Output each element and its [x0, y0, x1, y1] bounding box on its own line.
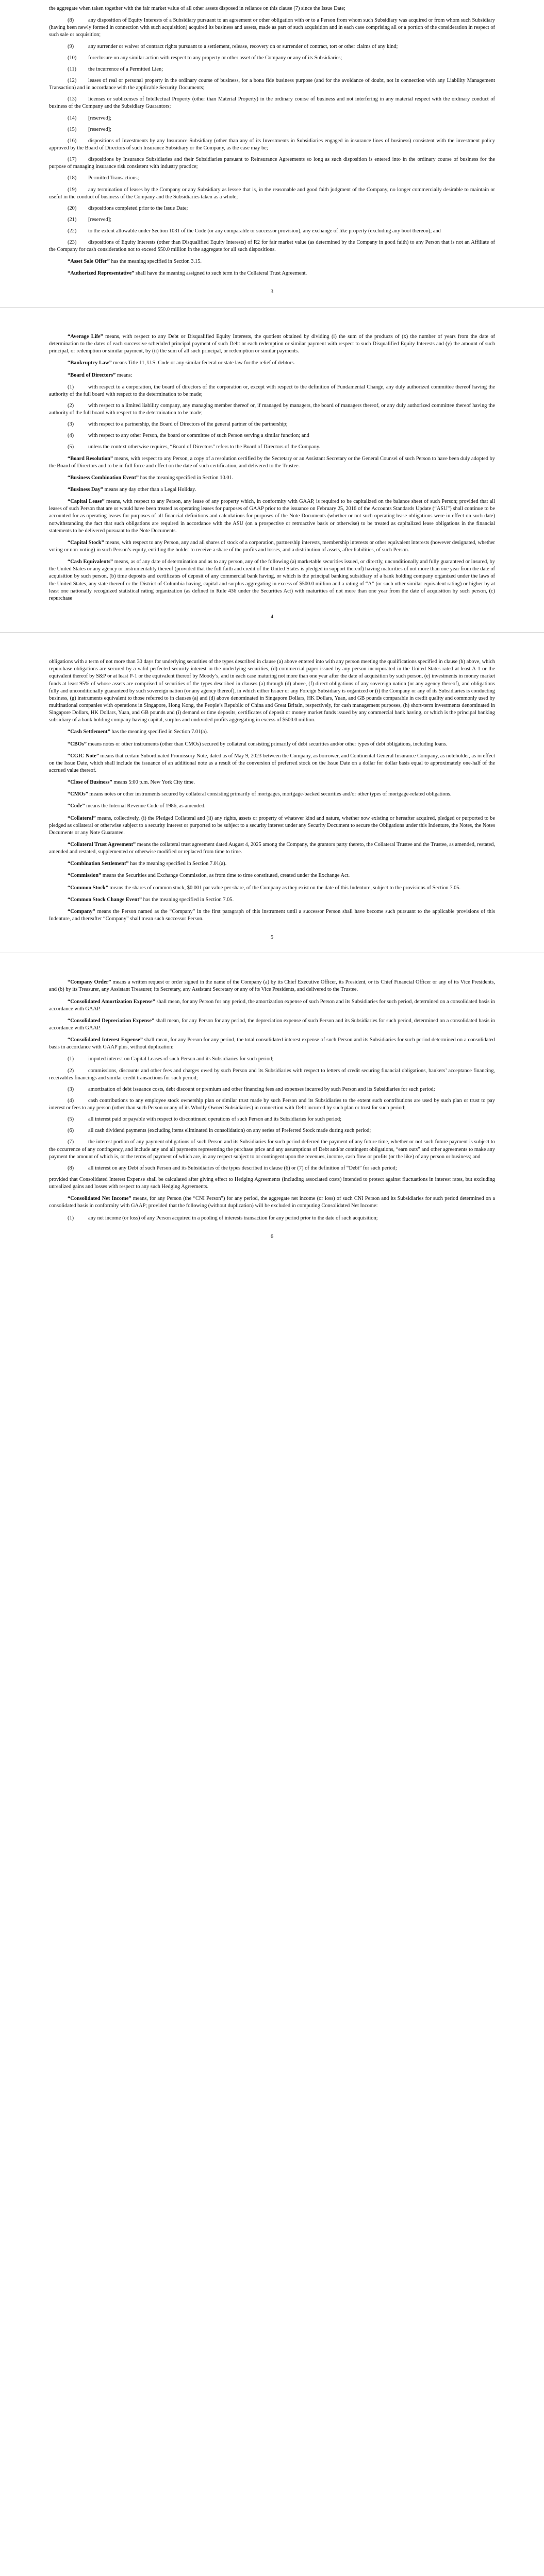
page-number: 3	[270, 289, 274, 295]
page-5	[49, 658, 495, 953]
definition-board-of-directors: “Board of Directors” means:	[68, 372, 133, 378]
list-item: (23) dispositions of Equity Interests (other than Disqualified Equity Interests) of R2 for fair market value (as determined by the Company in good faith) to any Person that is not an Affiliate of the Company for cash consideration not to exceed $50.0 million in the aggregate for all such dispositions.	[49, 240, 495, 253]
list-item: (2) with respect to a limited liability company, any managing member thereof or, if managed by managers, the board of managers thereof, or any duly authorized committee thereof having the authority of the full board with respect to the determination to be made;	[49, 402, 495, 416]
list-item: (3) with respect to a partnership, the Board of Directors of the general partner of the partnership;	[68, 421, 288, 428]
paragraph: obligations with a term of not more than 30 days for underlying securities of the types described in clause (a) above entered into with any person meeting the qualifications specified in clause (b) above, which repurchase obligations are secured by a valid perfected security interest in the underlying securities, (d) commercial paper issued by any person incorporated in the United States rated at least A-1 or the equivalent thereof by S&P or at least P-1 or the equivalent thereof by Moody’s, and in each case maturing not more than one year after the date of acquisition by such person, (e) investments in money market funds at least 95% of whose assets are comprised of securities of the types described in clauses (a) through (d) above, (f) direct obligations of any sovereign nation (or any agency thereof), and obligations fully and unconditionally guaranteed by such sovereign nation (or any agency thereof), in which either Issuer or any Foreign Subsidiary is organized or (i) the Company or any of its Subsidiaries is conducting business, (g) instruments equivalent to those referred to in clauses (a) and (d) above denominated in Singapore Dollars, HK Dollars, Yuan, and GB pounds comparable in credit quality and commonly used by multinational companies with operations in Singapore, Hong Kong, the People’s Republic of China and Great Britain, respectively, for cash management purposes, (h) short-term investments denominated in Singapore Dollars, HK Dollars, Yuan, and GB pounds and (i) demand or time deposits, certificates of deposit or money market funds issued by any commercial bank having, or which is the principal banking subsidiary of a bank holding company having capital, surplus and undivided profits aggregating in excess of $500.0 million.	[49, 659, 495, 723]
list-item: (4) with respect to any other Person, the board or committee of such Person serving a similar function; and	[68, 433, 309, 439]
definition-capital-lease: “Capital Lease” means, with respect to any Person, any lease of any property which, in conformity with GAAP, is required to be capitalized on the balance sheet of such Person; provided that all leases of such Person that are or would have been treated as operating leases for purposes of GAAP prior to the issuance on February 25, 2016 of the Accounts Standards Update (“ASU”) shall continue to be accounted for as operating leases for purposes of all financial definitions and calculations for purposes of the Note Documents (whether or not such operating lease obligations were in effect on such date) notwithstanding the fact that such obligations are required in accordance with the ASU (on a prospective or retroactive basis or otherwise) to be treated as capitalized lease obligations in the financial statements to be delivered pursuant to the Note Documents.	[49, 499, 495, 534]
list-item: (22) to the extent allowable under Section 1031 of the Code (or any comparable or successor provision), any exchange of like property (excluding any boot thereon); and	[68, 228, 441, 234]
list-item: (3) amortization of debt issuance costs, debt discount or premium and other financing fees and expenses incurred by such Person and its Subsidiaries for such period;	[68, 1086, 435, 1092]
document	[0, 0, 544, 1241]
definition-commission: “Commission” means the Securities and Exchange Commission, as from time to time constituted, created under the Exchange Act.	[68, 873, 350, 879]
definition-cash-settlement: “Cash Settlement” has the meaning specified in Section 7.01(a).	[68, 729, 208, 735]
list-item: (20) dispositions completed prior to the Issue Date;	[68, 205, 188, 211]
page-6	[49, 979, 495, 1241]
definition-combination-settlement: “Combination Settlement” has the meaning specified in Section 7.01(a).	[68, 861, 227, 867]
definition-average-life: “Average Life” means, with respect to any Debt or Disqualified Equity Interests, the quotient obtained by dividing (i) the sum of the products of (x) the number of years from the date of determination to the dates of each successive scheduled principal payment of such Debt or each redemption or similar payment with respect to such Disqualified Equity Interests and (y) the amount of such principal, or redemption or similar payment, by (ii) the sum of all such principal, or redemption or similar payments.	[49, 333, 495, 354]
list-item: (1) any net income (or loss) of any Person acquired in a pooling of interests transaction for any period prior to the date of such acquisition;	[68, 1215, 378, 1221]
list-item: (1) imputed interest on Capital Leases of such Person and its Subsidiaries for such period;	[68, 1056, 274, 1062]
definition-consolidated-interest-expense: “Consolidated Interest Expense” shall mean, for any Person for any period, the total consolidated interest expense of such Person and its Subsidiaries for such period determined on a consolidated basis in accordance with GAAP plus, without duplication:	[49, 1037, 496, 1050]
definition-board-resolution: “Board Resolution” means, with respect to any Person, a copy of a resolution certified by the Secretary or an Assistant Secretary or the General Counsel of such Person to have been duly adopted by the Board of Directors and to be in full force and effect on the date of such certification, and delivered to the Trustee.	[49, 455, 495, 469]
page-number: 5	[270, 935, 274, 941]
board-list	[49, 384, 495, 451]
definition-code: “Code” means the Internal Revenue Code of 1986, as amended.	[68, 803, 206, 809]
definition-cgic-note: “CGIC Note” means that certain Subordinated Promissory Note, dated as of May 9, 2023 between the Company, as borrower, and Continental General Insurance Company, as noteholder, as in effect on the Issue Date, which shall include the issuance of an additional note as a result of the conversion of preferred stock on the Issue Date on a dollar for dollar basis equal to approximately one-half of the accrued value thereof.	[49, 753, 495, 773]
page-number: 6	[270, 1233, 274, 1240]
definition-common-stock: “Common Stock” means the shares of common stock, $0.001 par value per share, of the Company as they exist on the date of this Indenture, subject to the provisions of Section 7.05.	[68, 885, 461, 891]
list-item: (18) Permitted Transactions;	[68, 175, 139, 181]
list-item: (15) [reserved];	[68, 126, 111, 132]
definition-business-combination-event: “Business Combination Event” has the meaning specified in Section 10.01.	[68, 474, 234, 481]
list-item: (5) all interest paid or payable with respect to discontinued operations of such Person and its Subsidiaries for such period;	[68, 1116, 342, 1123]
definition-close-of-business: “Close of Business” means 5:00 p.m. New York City time.	[68, 779, 195, 786]
definition-company: “Company” means the Person named as the “Company” in the first paragraph of this instrument until a successor Person shall have become such pursuant to the applicable provisions of this Indenture, and thereafter “Company” shall mean such successor Person.	[49, 908, 495, 922]
definition-cmos: “CMOs” means notes or other instruments secured by collateral consisting primarily of mortgages, mortgage-backed securities and/or other types of mortgage-related obligations.	[68, 791, 452, 798]
list-item: (16) dispositions of Investments by any Insurance Subsidiary (other than any of its Investments in Subsidiaries engaged in insurance lines of business) consistent with the investment policy approved by the Board of Directors of such Insurance Subsidiary or the Company, as the case may be;	[49, 138, 495, 151]
paragraph: provided that Consolidated Interest Expense shall be calculated after giving effect to Hedging Agreements (including associated costs) intended to protect against fluctuations in interest rates, but excluding unrealized gains and losses with respect to any such Hedging Agreements.	[49, 1177, 495, 1190]
list-item: (4) cash contributions to any employee stock ownership plan or similar trust made by such Person and its Subsidiaries to the extent such contributions are used by such plan or trust to pay interest or fees to any person (other than such Person or any of its Wholly Owned Subsidiaries) in connection with Debt incurred by such plan or trust for such period;	[49, 1097, 495, 1111]
list-item: (19) any termination of leases by the Company or any Subsidiary as lessee that is, in the reasonable and good faith judgment of the Company, no longer commercially desirable to maintain or useful in the conduct of business of the Company and the Subsidiaries taken as a whole;	[49, 187, 495, 200]
definition-collateral: “Collateral” means, collectively, (i) the Pledged Collateral and (ii) any rights, assets or property of whatever kind and nature, whether now existing or hereafter acquired, pledged or purported to be pledged as collateral or otherwise subject to a security interest or purported to be subject to a security interest under any Security Document to secure the Obligations under this Indenture, the Notes, the Notes Documents or any Note Guarantee.	[49, 815, 495, 836]
paragraph: the aggregate when taken together with the fair market value of all other assets disposed in reliance on this clause (7) since the Issue Date;	[49, 6, 345, 11]
asset-sale-list	[49, 17, 495, 253]
definition-consolidated-depreciation-expense: “Consolidated Depreciation Expense” shall mean, for any Person for any period, the depreciation expense of such Person and its Subsidiaries for such period, determined on a consolidated basis in accordance with GAAP.	[49, 1018, 495, 1031]
list-item: (2) commissions, discounts and other fees and charges owed by such Person and its Subsidiaries with respect to letters of credit securing financial obligations, bankers’ acceptance financing, receivables financings and similar credit transactions for such period;	[49, 1067, 495, 1081]
definition-consolidated-net-income: “Consolidated Net Income” means, for any Person (the “CNI Person”) for any period, the aggregate net income (or loss) of such CNI Person and its Subsidiaries for such period determined on a consolidated basis in conformity with GAAP; provided that the following (without duplication) will be excluded in computing Consolidated Net Income:	[49, 1196, 496, 1209]
definition-cbos: “CBOs” means notes or other instruments (other than CMOs) secured by collateral consisting primarily of debt securities and/or other types of debt obligations, including loans.	[68, 741, 448, 747]
page-3	[49, 0, 495, 308]
list-item: (21) [reserved];	[68, 216, 111, 223]
definition-company-order: “Company Order” means a written request or order signed in the name of the Company (a) by its Chief Executive Officer, its President, or its Chief Financial Officer or any of its Vice Presidents, and (b) by its Treasurer, any Assistant Treasurer, its Secretary, any Assistant Secretary or any of its Vice Presidents, and delivered to the Trustee.	[49, 979, 495, 993]
definition-asset-sale-offer: “Asset Sale Offer” has the meaning specified in Section 3.15.	[68, 258, 202, 264]
definition-consolidated-amortization-expense: “Consolidated Amortization Expense” shall mean, for any Person for any period, the amortization expense of such Person and its Subsidiaries for such period, determined on a consolidated basis in accordance with GAAP.	[49, 998, 495, 1012]
definition-business-day: “Business Day” means any day other than a Legal Holiday.	[68, 487, 196, 493]
interest-expense-list	[49, 1056, 495, 1172]
definition-bankruptcy-law: “Bankruptcy Law” means Title 11, U.S. Code or any similar federal or state law for the relief of debtors.	[68, 360, 295, 366]
list-item: (7) the interest portion of any payment obligations of such Person and its Subsidiaries for such period deferred the payment of any future time, whether or not such future payment is subject to the occurrence of any contingency, and include any and all payments representing the purchase price and any assumptions of Debt and/or contingent obligations, “earn outs” and other agreements to make any payment the amount of which is, or the terms of payment of which are, in any respect subject to or contingent upon the revenues, income, cash flow or profits (or the like) of any person or business; and	[49, 1139, 495, 1160]
definition-authorized-representative: “Authorized Representative” shall have the meaning assigned to such term in the Collateral Trust Agreement.	[68, 270, 307, 276]
definition-capital-stock: “Capital Stock” means, with respect to any Person, any and all shares of stock of a corporation, partnership interests, membership interests or other equivalent interests (however designated, whether voting or non-voting) in such Person’s equity, entitling the holder to receive a share of the profits and losses, and a distribution of assets, after liabilities, of such Person.	[49, 539, 495, 553]
definition-collateral-trust-agreement: “Collateral Trust Agreement” means the collateral trust agreement dated August 4, 2025 among the Company, the grantors party thereto, the Collateral Trustee and the Trustee, as amended, restated, amended and restated, supplemented or otherwise modified or replaced from time to time.	[49, 841, 495, 855]
page-4	[49, 333, 495, 633]
list-item: (6) all cash dividend payments (excluding items eliminated in consolidation) on any series of Preferred Stock made during such period;	[68, 1128, 371, 1134]
list-item: (1) with respect to a corporation, the board of directors of the corporation or, except with respect to the definition of Fundamental Change, any duly authorized committee thereof having the authority of the full board with respect to the determination to be made;	[49, 384, 495, 397]
list-item: (11) the incurrence of a Permitted Lien;	[68, 66, 163, 72]
list-item: (17) dispositions by Insurance Subsidiaries and their Subsidiaries pursuant to Reinsurance Agreements so long as such disposition is entered into in the ordinary course of business for the purpose of managing insurance risk consistent with industry practice;	[49, 157, 495, 170]
list-item: (12) leases of real or personal property in the ordinary course of business, for a bona fide business purpose (and for the avoidance of doubt, not in connection with any Liability Management Transaction) and in accordance with the applicable Security Documents;	[49, 77, 495, 91]
net-income-list	[49, 1215, 495, 1222]
list-item: (13) licenses or sublicenses of Intellectual Property (other than Material Property) in the ordinary course of business and not interfering in any material respect with the ordinary conduct of business of the Company and the Subsidiary Guarantors;	[49, 96, 495, 110]
page-divider	[0, 632, 544, 633]
page-number: 4	[270, 614, 274, 620]
list-item: (10) foreclosure on any similar action with respect to any property or other asset of the Company or any of its Subsidiaries;	[68, 55, 342, 61]
list-item: (8) all interest on any Debt of such Person and its Subsidiaries of the types described in clause (6) or (7) of the definition of “Debt” for such period;	[68, 1165, 397, 1171]
list-item: (8) any disposition of Equity Interests of a Subsidiary pursuant to an agreement or other obligation with or to a Person from whom such Subsidiary was acquired or from whom such Subsidiary (having been newly formed in connection with such acquisition) acquired its business and assets, made as part of such acquisition and in each case comprising all or a portion of the consideration in respect of such sale or acquisition;	[49, 18, 495, 38]
list-item: (9) any surrender or waiver of contract rights pursuant to a settlement, release, recovery on or surrender of contract, tort or other claims of any kind;	[68, 43, 398, 49]
definition-cash-equivalents: “Cash Equivalents” means, as of any date of determination and as to any person, any of the following (a) marketable securities issued, or directly, unconditionally and fully guaranteed or insured, by the United States or any agency or instrumentality thereof (provided that the full faith and credit of the United States is pledged in support thereof) having maturities of not more than one year from the date of acquisition by such person, (b) time deposits and certificates of deposit of any commercial bank having, or which is the principal banking subsidiary of a bank holding company organized under the laws of the United States, any state thereof or the District of Columbia having, capital and surplus aggregating in excess of $500.0 million and a rating of “A” (or such other similar equivalent rating) or higher by at least one nationally recognized statistical rating organization (as defined in Rule 436 under the Securities Act) with maturities of not more than one year from the date of acquisition by such person, (c) repurchase	[49, 559, 495, 601]
page-divider	[0, 307, 544, 308]
list-item: (14) [reserved];	[68, 115, 111, 121]
definition-common-stock-change-event: “Common Stock Change Event” has the meaning specified in Section 7.05.	[68, 896, 234, 903]
list-item: (5) unless the context otherwise requires, “Board of Directors” refers to the Board of Directors of the Company.	[68, 444, 321, 450]
